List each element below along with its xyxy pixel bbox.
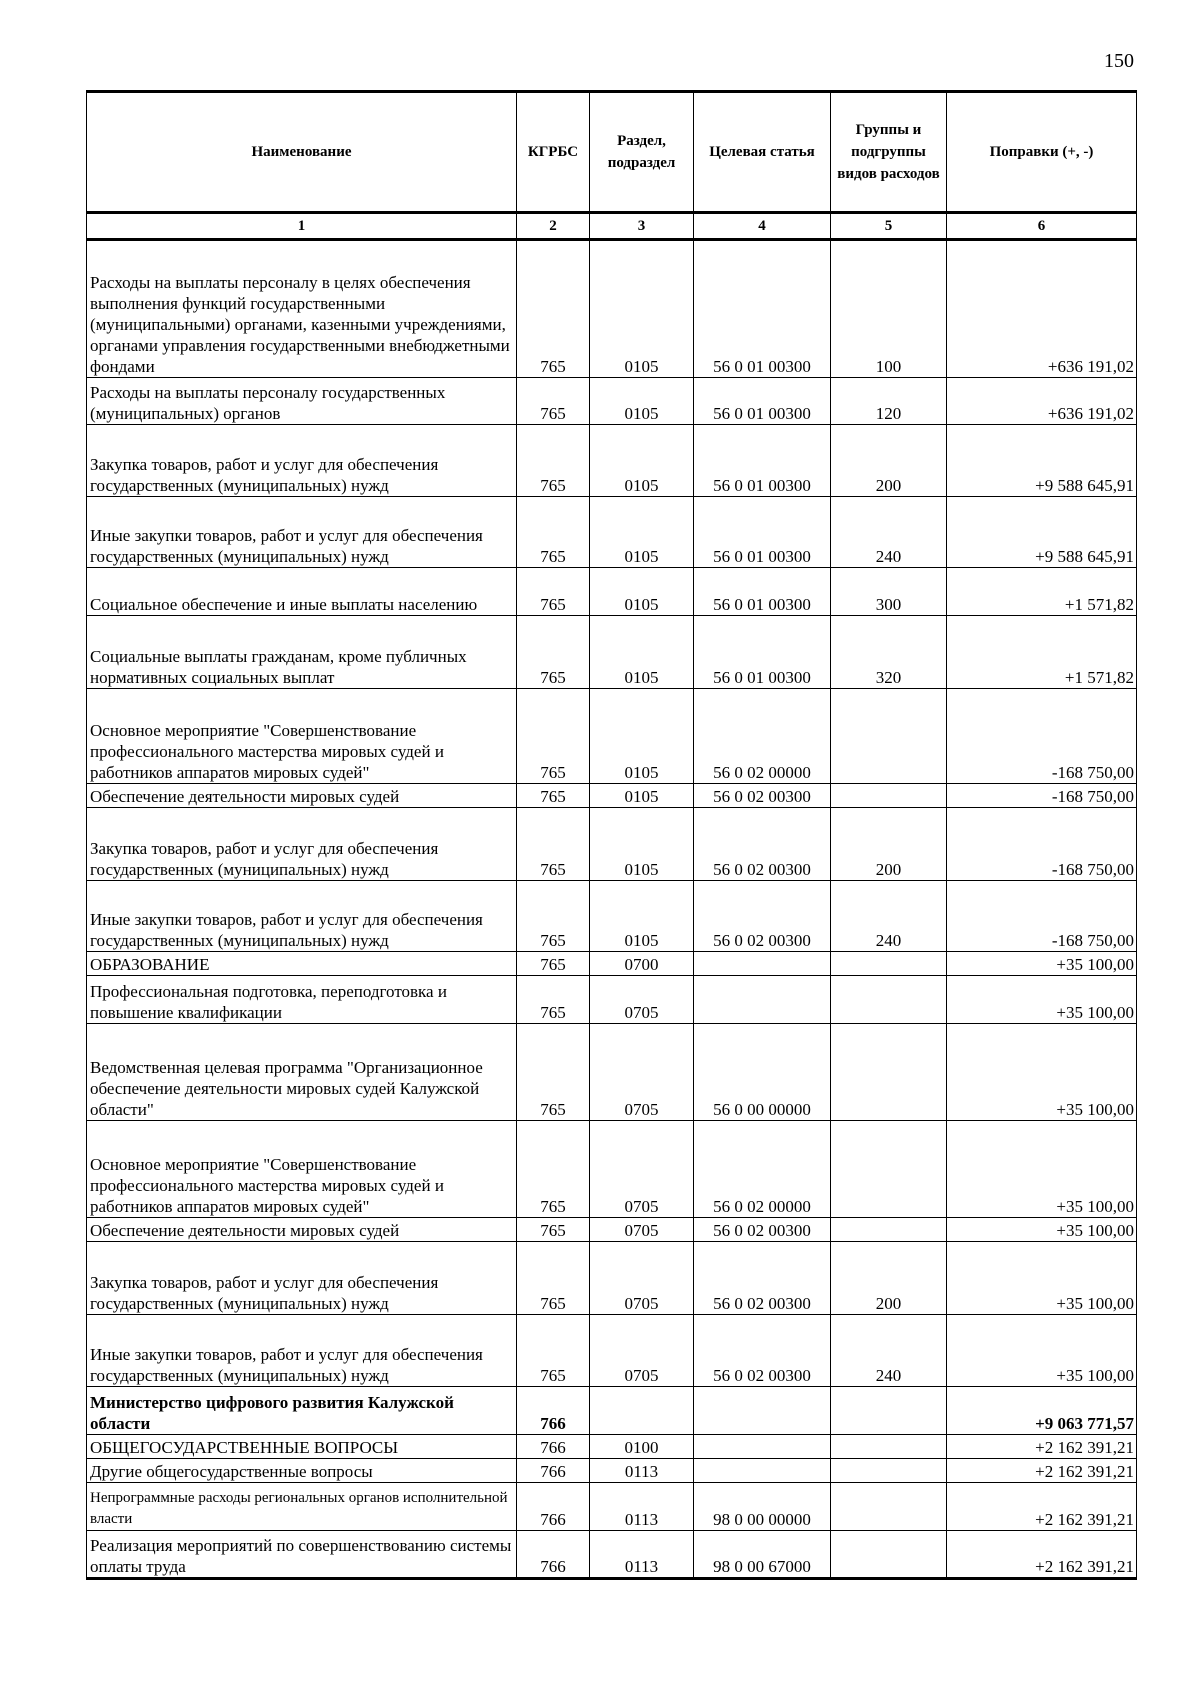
row-name: Реализация мероприятий по совершенствованию системы оплаты труда: [87, 1531, 517, 1579]
row-section: 0705: [590, 1242, 694, 1315]
table-row: [87, 1242, 1137, 1315]
row-amount: +35 100,00: [947, 1242, 1137, 1315]
column-number-row: [87, 213, 1137, 240]
row-section: 0705: [590, 1024, 694, 1121]
row-target: 56 0 01 00300: [694, 425, 831, 497]
row-name: Закупка товаров, работ и услуг для обеспечения государственных (муниципальных) нужд: [87, 425, 517, 497]
row-name: Основное мероприятие "Совершенствование профессионального мастерства мировых судей и работников аппаратов мировых судей": [87, 689, 517, 784]
row-kgrbs: 766: [517, 1435, 590, 1459]
table-row: [87, 1459, 1137, 1483]
row-kgrbs: 765: [517, 1315, 590, 1387]
row-name: ОБЩЕГОСУДАРСТВЕННЫЕ ВОПРОСЫ: [87, 1435, 517, 1459]
column-number: 3: [590, 213, 694, 240]
row-group: [831, 784, 947, 808]
row-name: Закупка товаров, работ и услуг для обеспечения государственных (муниципальных) нужд: [87, 1242, 517, 1315]
row-name: Другие общегосударственные вопросы: [87, 1459, 517, 1483]
row-kgrbs: 765: [517, 568, 590, 616]
row-name: Обеспечение деятельности мировых судей: [87, 1218, 517, 1242]
row-target: 56 0 01 00300: [694, 616, 831, 689]
row-group: 240: [831, 497, 947, 568]
row-amount: +35 100,00: [947, 1121, 1137, 1218]
table-row: [87, 378, 1137, 425]
row-amount: +2 162 391,21: [947, 1435, 1137, 1459]
row-group: 120: [831, 378, 947, 425]
budget-amendments-table: [86, 90, 1137, 1580]
row-target: 98 0 00 00000: [694, 1483, 831, 1531]
row-group: [831, 1218, 947, 1242]
row-amount: +2 162 391,21: [947, 1483, 1137, 1531]
row-name: Профессиональная подготовка, переподготовка и повышение квалификации: [87, 976, 517, 1024]
table-header-row: [87, 92, 1137, 213]
row-section: 0105: [590, 425, 694, 497]
row-group: 240: [831, 1315, 947, 1387]
row-section: 0105: [590, 616, 694, 689]
column-number: 2: [517, 213, 590, 240]
row-group: [831, 1435, 947, 1459]
row-target: 56 0 02 00000: [694, 689, 831, 784]
row-kgrbs: 765: [517, 689, 590, 784]
table-row: [87, 616, 1137, 689]
row-target: 56 0 01 00300: [694, 240, 831, 378]
column-number: 5: [831, 213, 947, 240]
row-target: 56 0 01 00300: [694, 378, 831, 425]
row-amount: +9 588 645,91: [947, 425, 1137, 497]
column-number: 1: [87, 213, 517, 240]
row-kgrbs: 765: [517, 808, 590, 881]
row-kgrbs: 765: [517, 378, 590, 425]
row-name: Иные закупки товаров, работ и услуг для обеспечения государственных (муниципальных) нужд: [87, 497, 517, 568]
row-target: 56 0 00 00000: [694, 1024, 831, 1121]
row-kgrbs: 765: [517, 497, 590, 568]
header-section: Раздел, подраздел: [590, 92, 694, 213]
table-row: [87, 808, 1137, 881]
row-group: 200: [831, 425, 947, 497]
row-target: [694, 1459, 831, 1483]
row-amount: +636 191,02: [947, 378, 1137, 425]
row-section: 0113: [590, 1483, 694, 1531]
table-row: [87, 1531, 1137, 1579]
table-row: [87, 1024, 1137, 1121]
row-name: Расходы на выплаты персоналу государственных (муниципальных) органов: [87, 378, 517, 425]
row-target: 56 0 01 00300: [694, 568, 831, 616]
row-group: 200: [831, 808, 947, 881]
row-group: 200: [831, 1242, 947, 1315]
row-section: 0705: [590, 1315, 694, 1387]
row-group: [831, 689, 947, 784]
row-kgrbs: 765: [517, 1024, 590, 1121]
row-kgrbs: 765: [517, 952, 590, 976]
row-section: 0105: [590, 881, 694, 952]
row-group: [831, 1483, 947, 1531]
row-section: 0705: [590, 1121, 694, 1218]
row-target: 56 0 02 00300: [694, 881, 831, 952]
header-kgrbs: КГРБС: [517, 92, 590, 213]
row-amount: +9 063 771,57: [947, 1387, 1137, 1435]
table-row: [87, 1435, 1137, 1459]
row-target: 56 0 01 00300: [694, 497, 831, 568]
row-name: Непрограммные расходы региональных органов исполнительной власти: [87, 1483, 517, 1531]
row-target: 56 0 02 00000: [694, 1121, 831, 1218]
table-row: [87, 1387, 1137, 1435]
row-amount: +2 162 391,21: [947, 1531, 1137, 1579]
row-kgrbs: 765: [517, 1218, 590, 1242]
row-group: [831, 1531, 947, 1579]
row-name: Иные закупки товаров, работ и услуг для обеспечения государственных (муниципальных) нужд: [87, 881, 517, 952]
row-section: [590, 1387, 694, 1435]
column-number: 4: [694, 213, 831, 240]
table-row: [87, 497, 1137, 568]
row-section: 0105: [590, 378, 694, 425]
row-name: Закупка товаров, работ и услуг для обеспечения государственных (муниципальных) нужд: [87, 808, 517, 881]
row-target: [694, 1387, 831, 1435]
row-amount: -168 750,00: [947, 808, 1137, 881]
row-section: 0105: [590, 497, 694, 568]
row-section: 0105: [590, 568, 694, 616]
row-kgrbs: 766: [517, 1483, 590, 1531]
header-groups: Группы и подгруппы видов расходов: [831, 92, 947, 213]
row-group: [831, 1121, 947, 1218]
row-target: [694, 1435, 831, 1459]
row-group: 100: [831, 240, 947, 378]
row-target: 56 0 02 00300: [694, 784, 831, 808]
table-row: [87, 568, 1137, 616]
row-group: [831, 1024, 947, 1121]
table-row: [87, 784, 1137, 808]
row-section: 0105: [590, 240, 694, 378]
row-group: [831, 952, 947, 976]
row-amount: -168 750,00: [947, 881, 1137, 952]
row-kgrbs: 765: [517, 881, 590, 952]
row-kgrbs: 765: [517, 240, 590, 378]
row-name: Расходы на выплаты персоналу в целях обеспечения выполнения функций государственными (муниципальными) органами, казенными учреждениями, органами управления государственными внебюджетными фондами: [87, 240, 517, 378]
header-target: Целевая статья: [694, 92, 831, 213]
table-row: [87, 952, 1137, 976]
row-target: 56 0 02 00300: [694, 808, 831, 881]
row-kgrbs: 766: [517, 1459, 590, 1483]
row-section: 0105: [590, 689, 694, 784]
row-amount: -168 750,00: [947, 784, 1137, 808]
row-amount: +1 571,82: [947, 616, 1137, 689]
row-target: [694, 976, 831, 1024]
row-kgrbs: 766: [517, 1531, 590, 1579]
row-kgrbs: 765: [517, 976, 590, 1024]
row-name: Социальное обеспечение и иные выплаты населению: [87, 568, 517, 616]
row-kgrbs: 765: [517, 616, 590, 689]
row-section: 0705: [590, 1218, 694, 1242]
row-amount: +35 100,00: [947, 976, 1137, 1024]
row-group: [831, 976, 947, 1024]
row-kgrbs: 765: [517, 784, 590, 808]
table-row: [87, 976, 1137, 1024]
row-kgrbs: 765: [517, 1242, 590, 1315]
row-section: 0113: [590, 1531, 694, 1579]
row-section: 0705: [590, 976, 694, 1024]
row-group: 300: [831, 568, 947, 616]
header-name: Наименование: [87, 92, 517, 213]
table-row: [87, 425, 1137, 497]
row-name: Министерство цифрового развития Калужской области: [87, 1387, 517, 1435]
header-amendments: Поправки (+, -): [947, 92, 1137, 213]
row-amount: +636 191,02: [947, 240, 1137, 378]
row-amount: +35 100,00: [947, 1024, 1137, 1121]
row-name: Обеспечение деятельности мировых судей: [87, 784, 517, 808]
row-target: 56 0 02 00300: [694, 1242, 831, 1315]
row-name: Основное мероприятие "Совершенствование профессионального мастерства мировых судей и работников аппаратов мировых судей": [87, 1121, 517, 1218]
table-row: [87, 1483, 1137, 1531]
row-target: [694, 952, 831, 976]
row-section: 0105: [590, 808, 694, 881]
row-section: 0113: [590, 1459, 694, 1483]
row-group: 240: [831, 881, 947, 952]
row-kgrbs: 765: [517, 425, 590, 497]
row-name: ОБРАЗОВАНИЕ: [87, 952, 517, 976]
row-amount: +2 162 391,21: [947, 1459, 1137, 1483]
row-amount: +35 100,00: [947, 1218, 1137, 1242]
row-target: 98 0 00 67000: [694, 1531, 831, 1579]
row-target: 56 0 02 00300: [694, 1218, 831, 1242]
column-number: 6: [947, 213, 1137, 240]
row-amount: +9 588 645,91: [947, 497, 1137, 568]
row-section: 0105: [590, 784, 694, 808]
row-section: 0700: [590, 952, 694, 976]
row-amount: +35 100,00: [947, 1315, 1137, 1387]
row-group: [831, 1387, 947, 1435]
table-row: [87, 689, 1137, 784]
row-name: Социальные выплаты гражданам, кроме публичных нормативных социальных выплат: [87, 616, 517, 689]
row-kgrbs: 766: [517, 1387, 590, 1435]
row-name: Ведомственная целевая программа "Организационное обеспечение деятельности мировых судей Калужской области": [87, 1024, 517, 1121]
table-row: [87, 1121, 1137, 1218]
row-group: [831, 1459, 947, 1483]
row-amount: +35 100,00: [947, 952, 1137, 976]
row-section: 0100: [590, 1435, 694, 1459]
row-name: Иные закупки товаров, работ и услуг для обеспечения государственных (муниципальных) нужд: [87, 1315, 517, 1387]
row-amount: +1 571,82: [947, 568, 1137, 616]
row-target: 56 0 02 00300: [694, 1315, 831, 1387]
table-row: [87, 1315, 1137, 1387]
row-amount: -168 750,00: [947, 689, 1137, 784]
row-group: 320: [831, 616, 947, 689]
row-kgrbs: 765: [517, 1121, 590, 1218]
table-row: [87, 1218, 1137, 1242]
page-number: 150: [1104, 50, 1134, 72]
table-row: [87, 881, 1137, 952]
table-row: [87, 240, 1137, 378]
